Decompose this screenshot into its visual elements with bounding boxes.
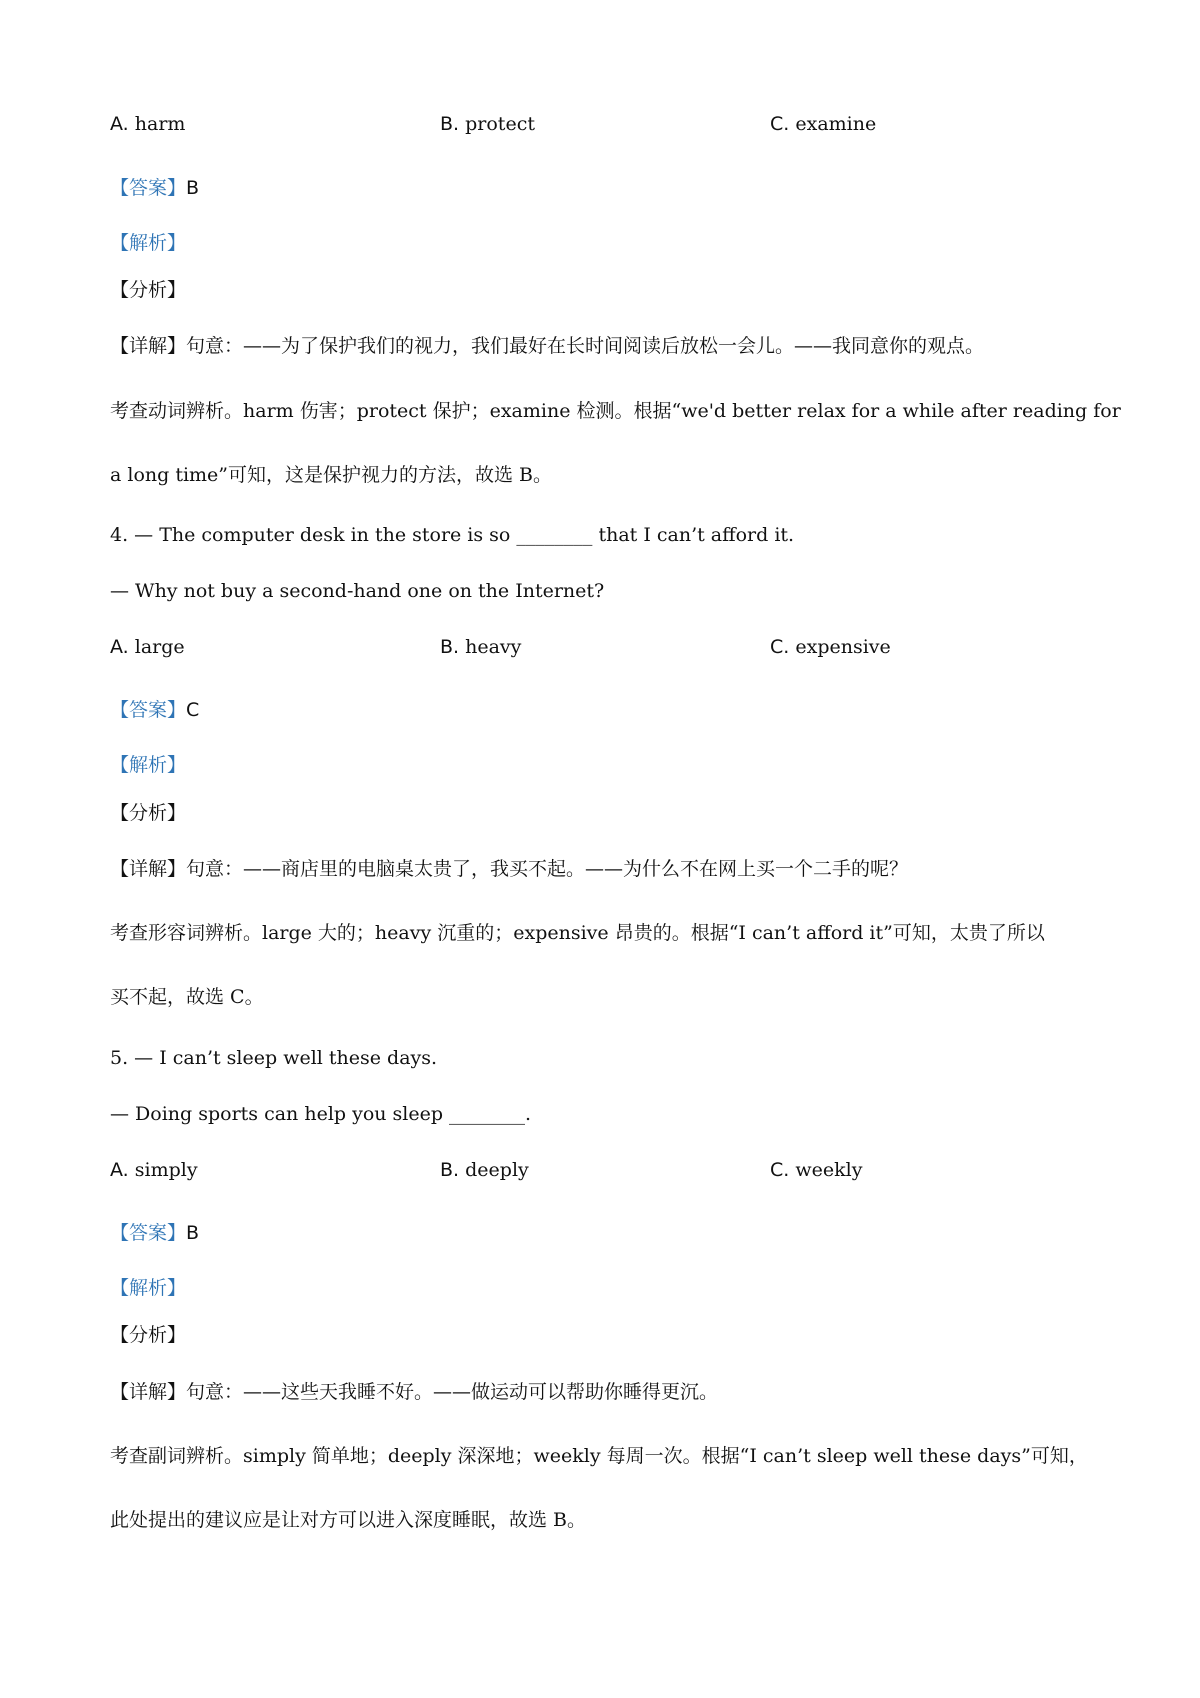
q3-option-c: C. examine [770,113,877,135]
q3-explanation-line1: 考查动词辨析。harm 伤害；protect 保护；examine 检测。根据“we'd better relax for a while after reading for [110,400,1121,422]
q5-answer: 【答案】B [110,1222,200,1244]
q4-answer: 【答案】C [110,699,200,721]
q3-option-a: A. harm [110,113,186,135]
q4-explanation-line2: 买不起，故选 C。 [110,986,264,1008]
q4-option-b: B. heavy [440,636,522,658]
q5-option-a: A. simply [110,1159,198,1181]
q4-detail: 【详解】句意：——商店里的电脑桌太贵了，我买不起。——为什么不在网上买一个二手的呢？ [110,858,909,880]
q5-option-b: B. deeply [440,1159,529,1181]
q5-option-c: C. weekly [770,1159,863,1181]
q3-fenxi-label: 【分析】 [110,279,187,301]
q5-options [110,1157,1110,1187]
q4-option-c: C. expensive [770,636,891,658]
q4-question-line2: — Why not buy a second-hand one on the Internet? [110,580,605,602]
q5-explanation-line1: 考查副词辨析。simply 简单地；deeply 深深地；weekly 每周一次。根据“I can’t sleep well these days”可知， [110,1445,1088,1467]
q3-explanation-line2: a long time”可知，这是保护视力的方法，故选 B。 [110,464,553,486]
q3-jiexi-label: 【解析】 [110,232,187,254]
q4-options [110,634,1110,664]
q4-question-line1: 4. — The computer desk in the store is so ________ that I can’t afford it. [110,524,795,546]
q5-detail: 【详解】句意：——这些天我睡不好。——做运动可以帮助你睡得更沉。 [110,1381,719,1403]
q5-explanation-line2: 此处提出的建议应是让对方可以进入深度睡眠，故选 B。 [110,1509,587,1531]
q5-question-line2: — Doing sports can help you sleep ________. [110,1103,532,1125]
q4-explanation-line1: 考查形容词辨析。large 大的；heavy 沉重的；expensive 昂贵的。根据“I can’t afford it”可知，太贵了所以 [110,922,1045,944]
q5-fenxi-label: 【分析】 [110,1324,187,1346]
q4-jiexi-label: 【解析】 [110,754,187,776]
q5-question-line1: 5. — I can’t sleep well these days. [110,1047,438,1069]
q3-options [110,111,1110,141]
q4-fenxi-label: 【分析】 [110,802,187,824]
q3-answer: 【答案】B [110,177,200,199]
q3-option-b: B. protect [440,113,535,135]
q4-option-a: A. large [110,636,185,658]
q5-jiexi-label: 【解析】 [110,1277,187,1299]
q3-detail: 【详解】句意：——为了保护我们的视力，我们最好在长时间阅读后放松一会儿。——我同意你的观点。 [110,335,985,357]
